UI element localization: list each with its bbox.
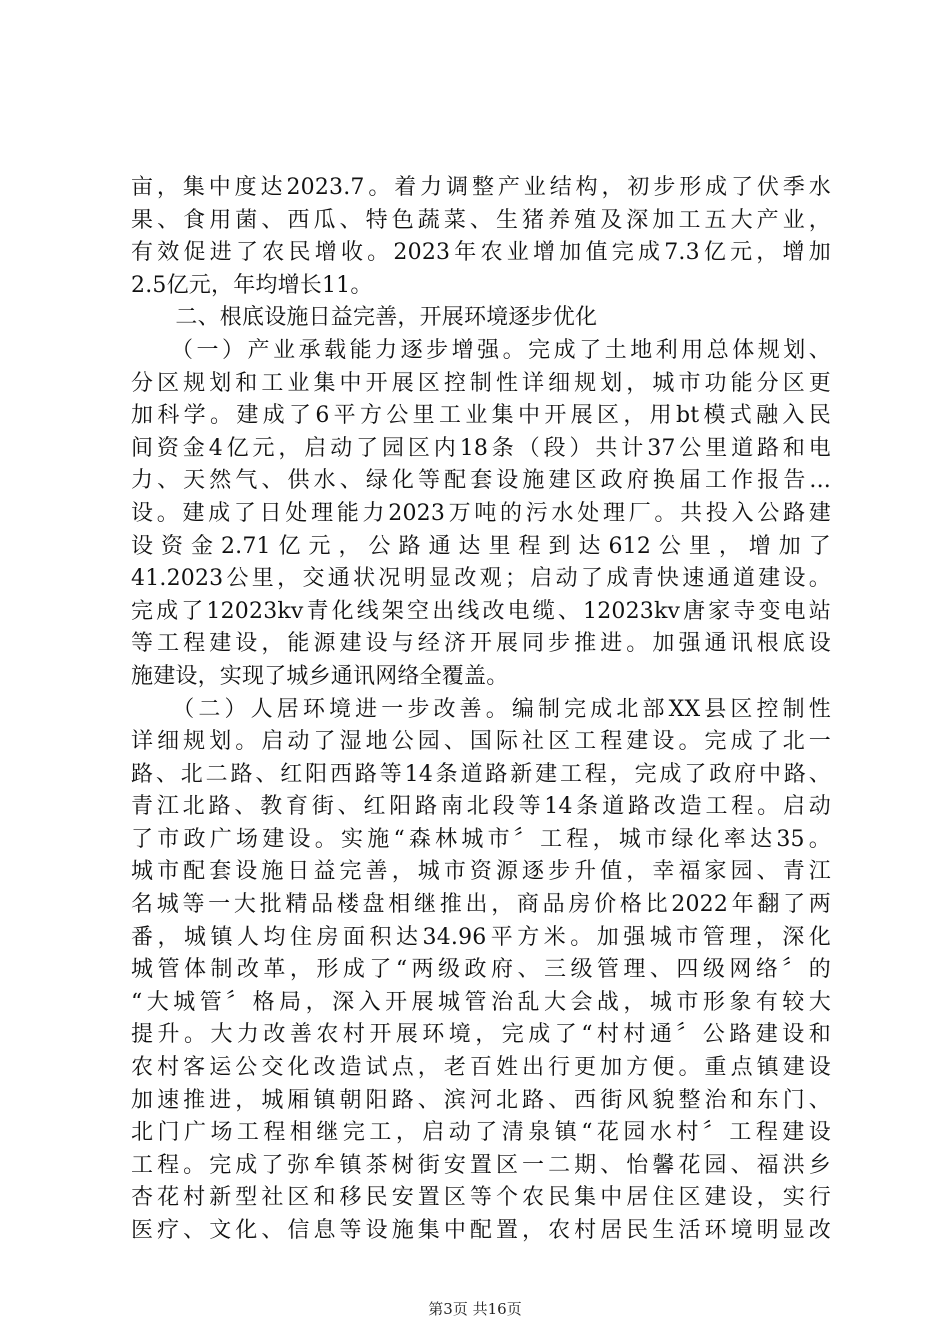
- text-line: 2.5亿元，年均增长11。: [131, 272, 373, 298]
- text-line: 等工程建设，能源建设与经济开展同步推进。加强通讯根底设: [131, 631, 831, 657]
- text-line: 加速推进，城厢镇朝阳路、滨河北路、西街风貌整治和东门、: [131, 1087, 831, 1113]
- text-line: 设。建成了日处理能力2023万吨的污水处理厂。共投入公路建: [131, 500, 831, 526]
- text-line: “大城管〞格局，深入开展城管治乱大会战，城市形象有较大: [131, 989, 831, 1015]
- text-line: 亩，集中度达2023.7。着力调整产业结构，初步形成了伏季水: [131, 175, 831, 200]
- text-line: 果、食用菌、西瓜、特色蔬菜、生猪养殖及深加工五大产业，: [131, 207, 831, 233]
- text-line: 城管体制改革，形成了“两级政府、三级管理、四级网络〞的: [131, 957, 831, 983]
- text-line: 杏花村新型社区和移民安置区等个农民集中居住区建设，实行: [131, 1185, 831, 1211]
- text-line: 详细规划。启动了湿地公园、国际社区工程建设。完成了北一: [131, 729, 831, 755]
- text-line: 施建设，实现了城乡通讯网络全覆盖。: [131, 663, 509, 689]
- text-line: 分区规划和工业集中开展区控制性详细规划，城市功能分区更: [131, 370, 831, 396]
- text-line: 名城等一大批精品楼盘相继推出，商品房价格比2022年翻了两: [131, 892, 831, 918]
- text-line: （一）产业承载能力逐步增强。完成了土地利用总体规划、: [131, 337, 831, 363]
- text-line: 路、北二路、红阳西路等14条道路新建工程，完成了政府中路、: [131, 761, 831, 787]
- text-line: 间资金4亿元，启动了园区内18条（段）共计37公里道路和电: [131, 435, 831, 461]
- text-line: 力、天然气、供水、绿化等配套设施建区政府换届工作报告...: [131, 468, 831, 494]
- text-line: （二）人居环境进一步改善。编制完成北部XX县区控制性: [131, 696, 831, 722]
- text-line: 工程。完成了弥牟镇茶树街安置区一二期、怡馨花园、福洪乡: [131, 1152, 831, 1178]
- text-line: 青江北路、教育街、红阳路南北段等14条道路改造工程。启动: [131, 794, 831, 820]
- text-line: 了市政广场建设。实施“森林城市〞工程，城市绿化率达35。: [131, 826, 831, 852]
- page-footer: 第3页 共16页: [428, 1300, 522, 1318]
- text-line: 北门广场工程相继完工，启动了清泉镇“花园水村〞工程建设: [131, 1120, 831, 1146]
- text-line: 加科学。建成了6平方公里工业集中开展区，用bt模式融入民: [131, 403, 831, 429]
- text-line: 完成了12023kv青化线架空出线改电缆、12023kv唐家寺变电站: [131, 598, 831, 624]
- text-line: 医疗、文化、信息等设施集中配置，农村居民生活环境明显改: [131, 1218, 831, 1243]
- text-line: 提升。大力改善农村开展环境，完成了“村村通〞公路建设和: [131, 1022, 831, 1048]
- text-line: 41.2023公里，交通状况明显改观；启动了成青快速通道建设。: [131, 566, 831, 592]
- body-text: [131, 172, 831, 1248]
- text-line: 城市配套设施日益完善，城市资源逐步升值，幸福家园、青江: [131, 859, 831, 885]
- text-line: 有效促进了农民增收。2023年农业增加值完成7.3亿元，增加: [131, 240, 831, 266]
- text-line: 农村客运公交化改造试点，老百姓出行更加方便。重点镇建设: [131, 1055, 831, 1081]
- text-line: 番，城镇人均住房面积达34.96平方米。加强城市管理，深化: [131, 924, 831, 950]
- text-line: 设资金2.71亿元，公路通达里程到达612公里，增加了: [131, 533, 831, 559]
- text-line: 二、根底设施日益完善，开展环境逐步优化: [131, 305, 598, 331]
